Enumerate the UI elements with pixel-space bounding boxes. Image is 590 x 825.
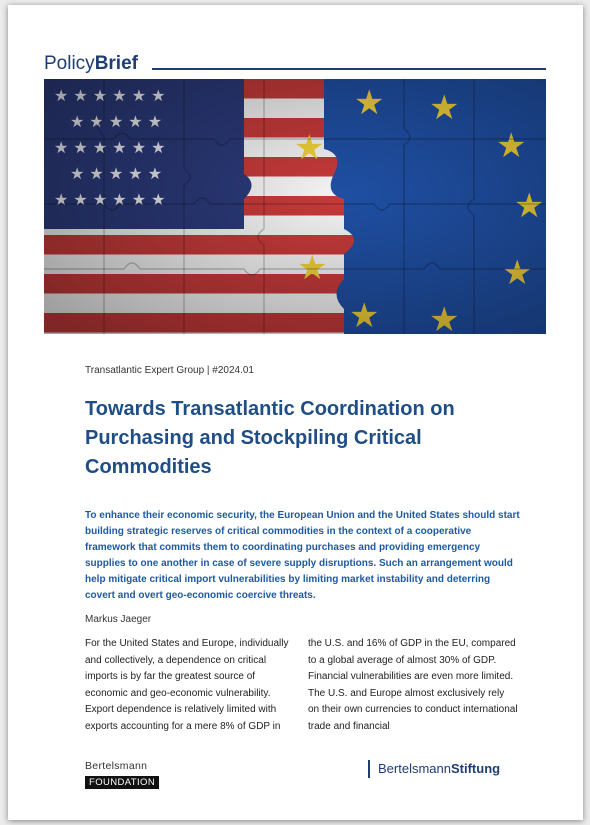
stiftung-regular: Bertelsmann — [378, 761, 451, 776]
brand-bold: Brief — [94, 53, 138, 74]
lead-paragraph: To enhance their economic security, the European Union and the United States should start building strategic reserves of critical commodities in the context of a cooperative framework that commits them to coordinating purchases and providing emergency supplies to one another in case of severe supply disruptions. Such an arrangement would help mitigate critical import vulnerabilities by limiting market instability and deterring covert and overt geo-economic coercive threats. — [85, 510, 520, 601]
document-page — [8, 5, 583, 820]
body-column-2: the U.S. and 16% of GDP in the EU, compared to a global average of almost 30% of GDP. Financial vulnerabilities are even more limited. The U.S. and Europe almost exclusively rely on their own currencies to conduct international trade and financial — [308, 638, 518, 732]
document-title: Towards Transatlantic Coordination on Purchasing and Stockpiling Critical Commodities — [85, 398, 455, 478]
bertelsmann-foundation-logo — [85, 760, 159, 790]
foundation-line-2: FOUNDATION — [85, 776, 159, 789]
stiftung-bold: Stiftung — [450, 761, 501, 776]
foundation-line-1: Bertelsmann — [85, 760, 148, 772]
bertelsmann-stiftung-logo — [368, 760, 500, 778]
hero-image — [44, 79, 546, 334]
series-label: Transatlantic Expert Group | #2024.01 — [85, 365, 254, 376]
body-column-1: For the United States and Europe, individually and collectively, a dependence on critical imports is by far the greatest source of economic and geo-economic vulnerability. Export dependence is relatively limited with exports accounting for a mere 8% of GDP in — [85, 638, 289, 732]
brand-regular: Policy — [44, 53, 95, 74]
header-rule — [152, 68, 546, 70]
author-name: Markus Jaeger — [85, 614, 152, 625]
policy-brief-logo — [44, 53, 138, 75]
us-eu-flag-puzzle-icon — [44, 79, 546, 334]
